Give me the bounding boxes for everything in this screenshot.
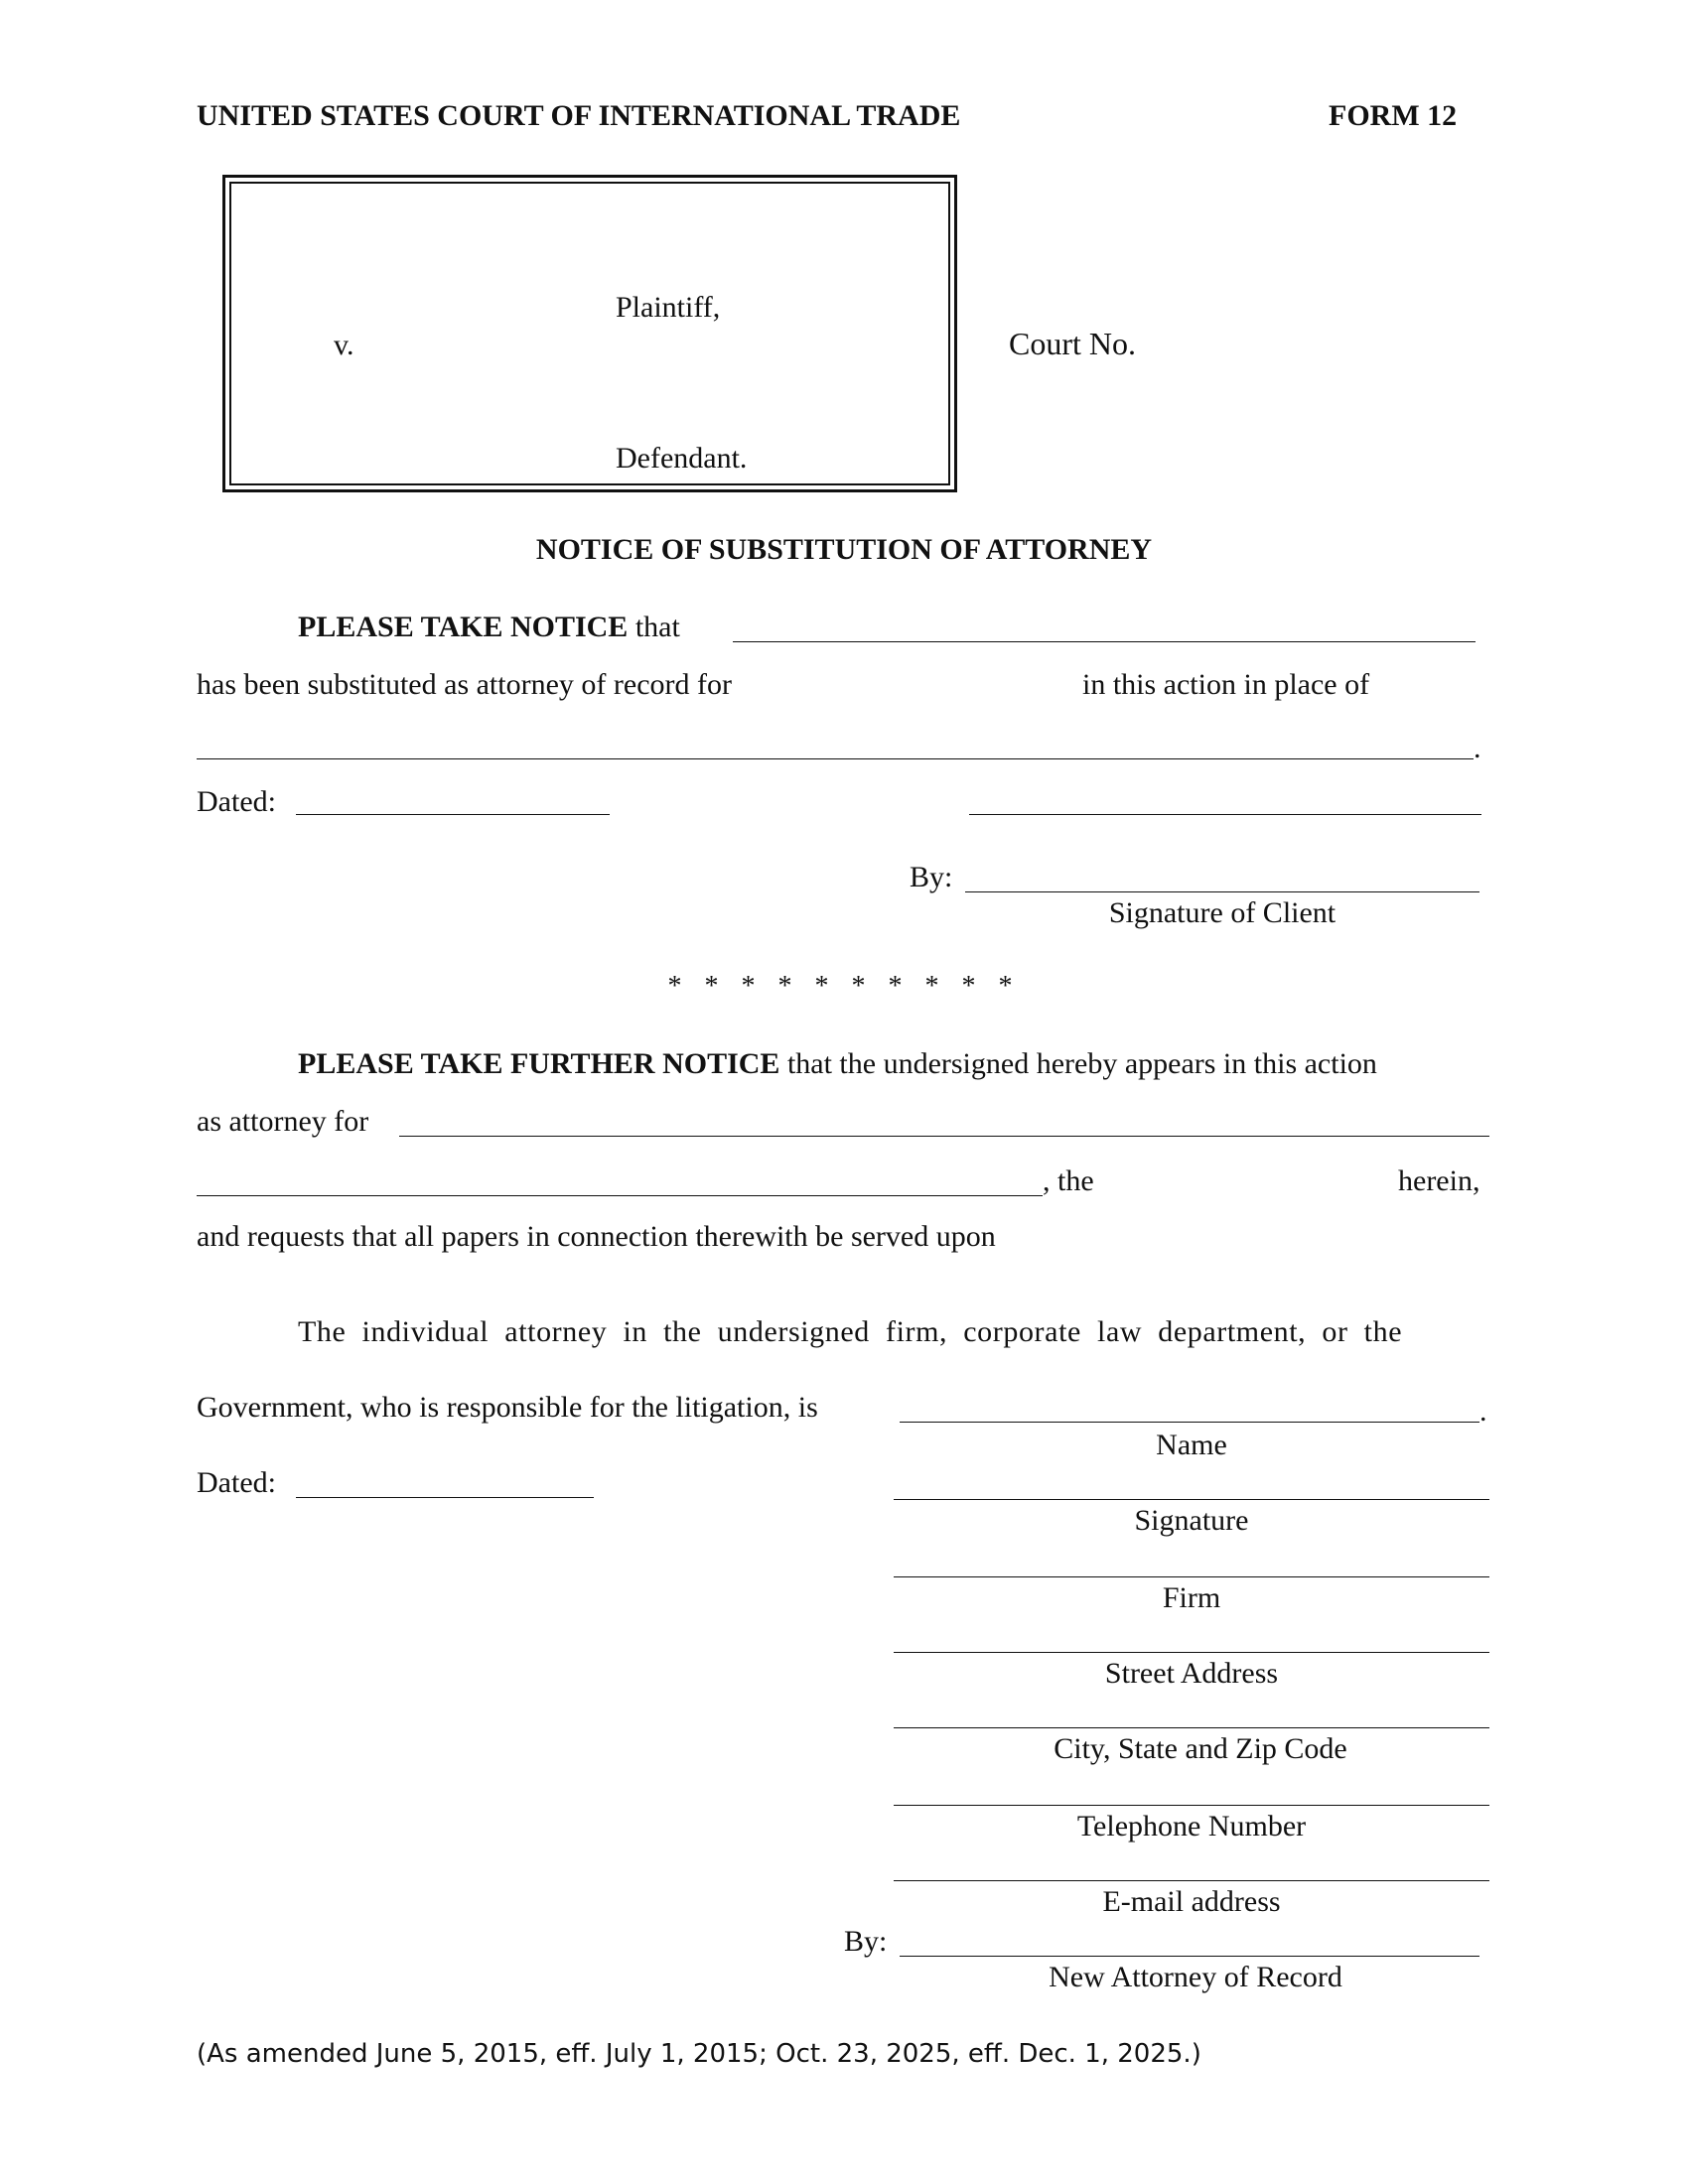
street-address-line[interactable]	[894, 1652, 1489, 1653]
dated-line-2[interactable]	[296, 1497, 594, 1498]
the-label: , the	[1043, 1164, 1094, 1197]
signature-of-client-label: Signature of Client	[1108, 896, 1336, 929]
court-no-label: Court No.	[1009, 326, 1136, 361]
substituted-attorney-line[interactable]	[733, 641, 1476, 642]
form-number: FORM 12	[1329, 99, 1458, 132]
by-label-1: By:	[910, 861, 953, 893]
attorney-for-line[interactable]	[399, 1136, 1489, 1137]
section-separator: * * * * * * * * * *	[667, 971, 1021, 1002]
by-label-2: By:	[844, 1925, 888, 1958]
email-line[interactable]	[894, 1880, 1489, 1881]
dated-label-1: Dated:	[197, 785, 276, 818]
court-name: UNITED STATES COURT OF INTERNATIONAL TRADE	[197, 99, 961, 132]
responsible-attorney-para-line1: The individual attorney in the undersigned firm, corporate law department, or the	[298, 1315, 1403, 1348]
herein-label: herein,	[1398, 1164, 1480, 1197]
new-attorney-of-record-label: New Attorney of Record	[1049, 1961, 1342, 1993]
period-mark-2: .	[1479, 1395, 1487, 1428]
city-state-zip-line[interactable]	[894, 1727, 1489, 1728]
field-label-street-address: Street Address	[1104, 1657, 1279, 1690]
dated-line-1[interactable]	[296, 814, 610, 815]
further-notice-rest: that the undersigned hereby appears in this action	[786, 1047, 1377, 1080]
field-label-city-state-zip: City, State and Zip Code	[1054, 1732, 1347, 1765]
field-label-firm: Firm	[1162, 1581, 1221, 1614]
in-place-of-label: in this action in place of	[1082, 668, 1370, 701]
plaintiff-label: Plaintiff,	[616, 291, 721, 324]
notice-lead-bold: PLEASE TAKE NOTICE	[298, 611, 629, 643]
prior-attorney-line[interactable]	[197, 758, 1474, 759]
responsible-attorney-para-line2: Government, who is responsible for the litigation, is	[197, 1391, 818, 1424]
field-label-telephone: Telephone Number	[1076, 1810, 1307, 1843]
defendant-label: Defendant.	[616, 442, 748, 475]
versus-label: v.	[334, 329, 354, 361]
notice-lead	[298, 610, 680, 645]
client-signature-line[interactable]	[965, 891, 1479, 892]
client-name-line[interactable]	[969, 814, 1481, 815]
attorney-for-label: as attorney for	[197, 1105, 369, 1138]
notice-lead-rest: that	[634, 611, 680, 643]
field-label-signature: Signature	[1134, 1504, 1249, 1537]
amendment-note: (As amended June 5, 2015, eff. July 1, 2015; Oct. 23, 2025, eff. Dec. 1, 2025.)	[197, 2039, 1201, 2069]
signature-line[interactable]	[894, 1499, 1489, 1500]
new-attorney-signature-line[interactable]	[900, 1956, 1479, 1957]
responsible-attorney-line[interactable]	[900, 1422, 1479, 1423]
substituted-for-label: has been substituted as attorney of record for	[197, 668, 732, 701]
firm-line[interactable]	[894, 1576, 1489, 1577]
period-mark: .	[1474, 732, 1481, 764]
party-name-line[interactable]	[197, 1195, 1043, 1196]
field-label-name: Name	[1156, 1429, 1227, 1461]
further-notice-bold: PLEASE TAKE FURTHER NOTICE	[298, 1047, 780, 1080]
requests-label: and requests that all papers in connection therewith be served upon	[197, 1220, 996, 1253]
field-label-email: E-mail address	[1102, 1885, 1281, 1918]
dated-label-2: Dated:	[197, 1466, 276, 1499]
page-title: NOTICE OF SUBSTITUTION OF ATTORNEY	[535, 533, 1153, 566]
case-caption-box	[222, 175, 957, 492]
further-notice-lead	[298, 1046, 1377, 1082]
telephone-line[interactable]	[894, 1805, 1489, 1806]
